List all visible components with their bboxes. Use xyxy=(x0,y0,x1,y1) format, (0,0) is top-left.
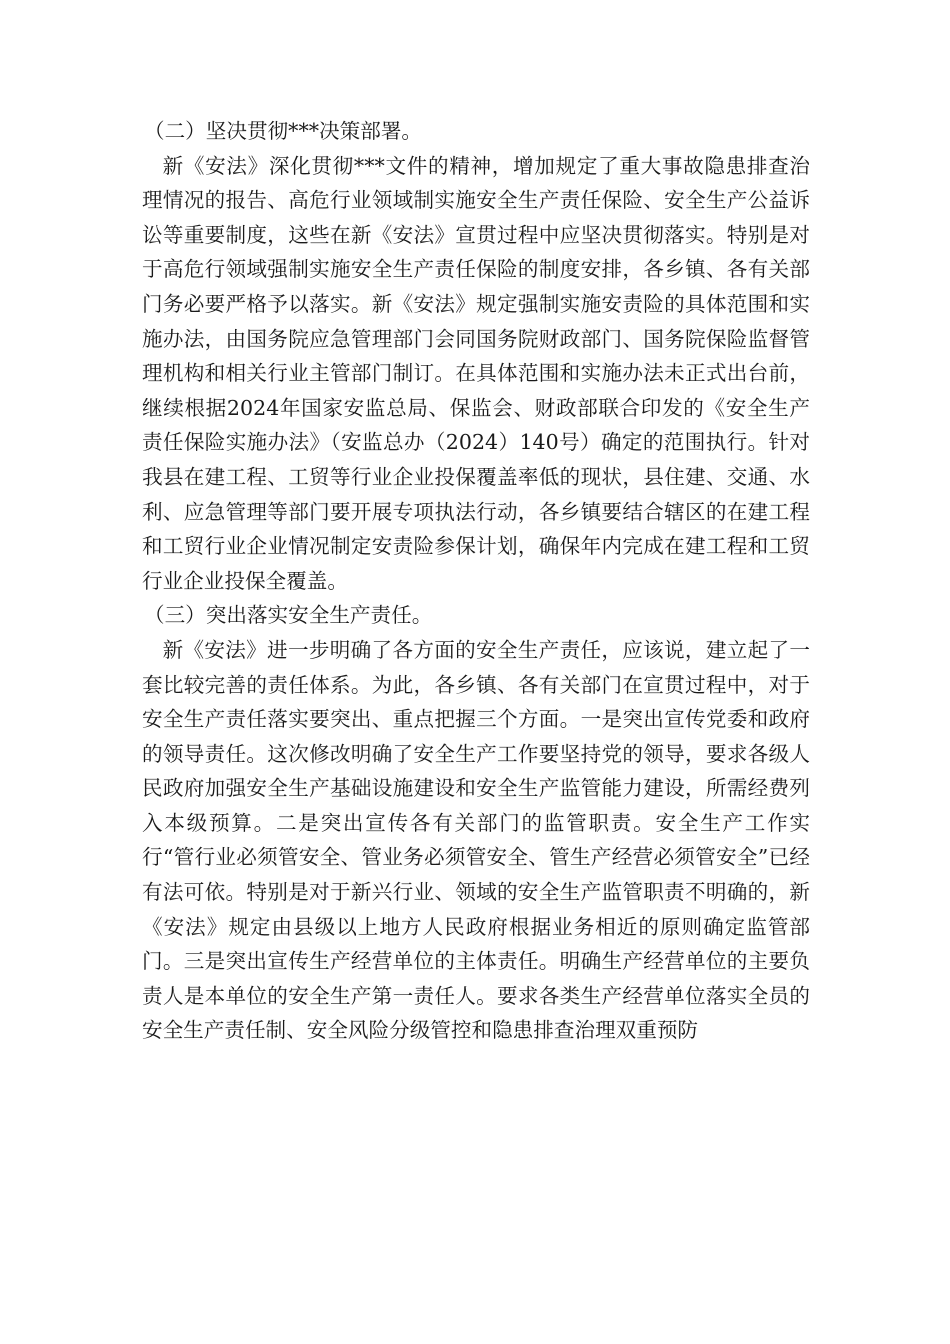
section-paragraph-2: 新《安法》深化贯彻***文件的精神，增加规定了重大事故隐患排查治理情况的报告、高危行业领域制实施安全生产责任保险、安全生产公益诉讼等重要制度，这些在新《安法》宣贯过程中应坚决贯彻落实。特别是对于高危行领域强制实施安全生产责任保险的制度安排，各乡镇、各有关部门务必要严格予以落实。新《安法》规定强制实施安责险的具体范围和实施办法，由国务院应急管理部门会同国务院财政部门、国务院保险监督管理机构和相关行业主管部门制订。在具体范围和实施办法未正式出台前，继续根据2024年国家安监总局、保监会、财政部联合印发的《安全生产责任保险实施办法》（安监总办（2024）140号）确定的范围执行。针对我县在建工程、工贸等行业企业投保覆盖率低的现状，县住建、交通、水利、应急管理等部门要开展专项执法行动，各乡镇要结合辖区的在建工程和工贸行业企业情况制定安责险参保计划，确保年内完成在建工程和工贸行业企业投保全覆盖。 xyxy=(142,153,810,593)
document-body xyxy=(142,114,810,1048)
section-heading-2: （二）坚决贯彻***决策部署。 xyxy=(144,119,423,143)
section-heading-3: （三）突出落实安全生产责任。 xyxy=(144,603,433,628)
section-paragraph-3: 新《安法》进一步明确了各方面的安全生产责任，应该说，建立起了一套比较完善的责任体系。为此，各乡镇、各有关部门在宣贯过程中，对于安全生产责任落实要突出、重点把握三个方面。一是突出宣传党委和政府的领导责任。这次修改明确了安全生产工作要坚持党的领导，要求各级人民政府加强安全生产基础设施建设和安全生产监管能力建设，所需经费列入本级预算。二是突出宣传各有关部门的监管职责。安全生产工作实行“管行业必须管安全、管业务必须管安全、管生产经营必须管安全”已经有法可依。特别是对于新兴行业、领域的安全生产监管职责不明确的，新《安法》规定由县级以上地方人民政府根据业务相近的原则确定监管部门。三是突出宣传生产经营单位的主体责任。明确生产经营单位的主要负责人是本单位的安全生产第一责任人。要求各类生产经营单位落实全员的安全生产责任制、安全风险分级管控和隐患排查治理双重预防 xyxy=(142,637,810,1043)
